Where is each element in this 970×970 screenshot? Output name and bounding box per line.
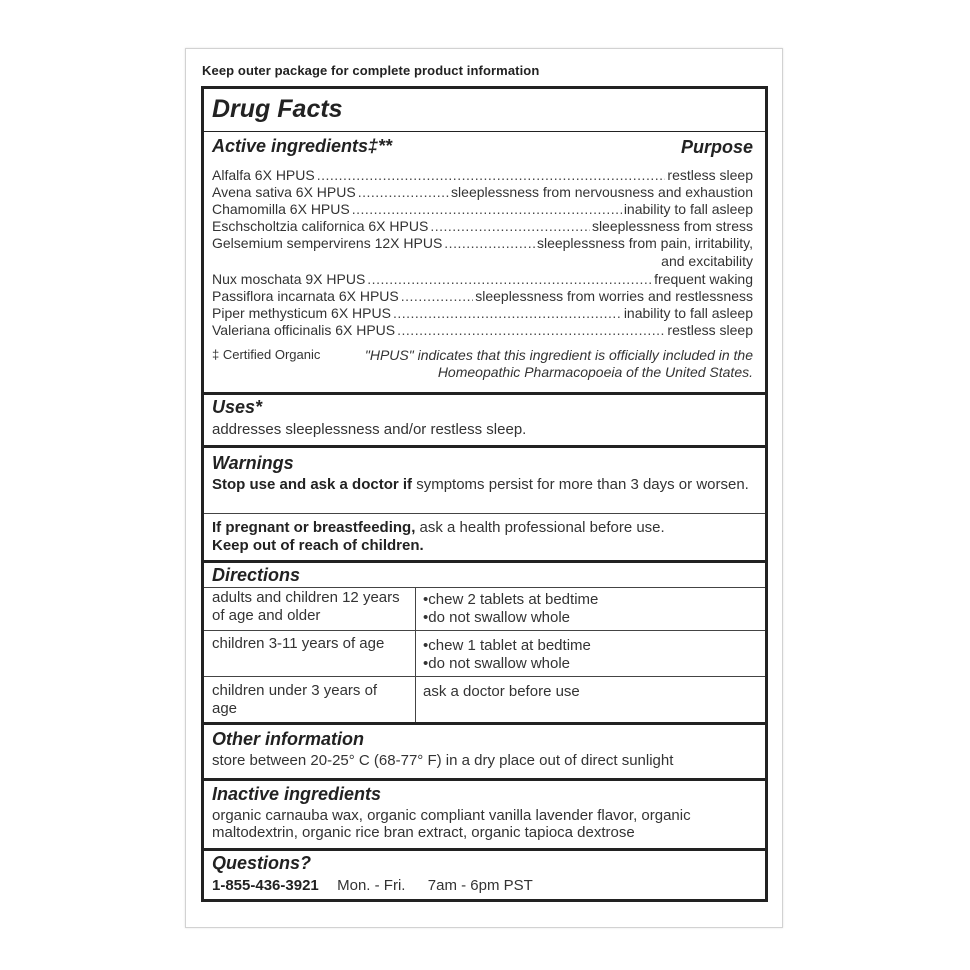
divider <box>204 513 765 514</box>
ingredient-purpose: sleeplessness from nervousness and exhaustion <box>451 184 753 200</box>
uses-heading: Uses* <box>212 397 263 417</box>
ingredient-row <box>212 305 753 322</box>
contact-hours: 7am - 6pm PST <box>427 877 533 894</box>
ingredient-name: Eschscholtzia californica 6X HPUS <box>212 218 429 234</box>
hpus-note: "HPUS" indicates that this ingredient is officially included in the Homeopathic Pharmacopoeia of the United States. <box>364 347 753 380</box>
stop-use-text: symptoms persist for more than 3 days or worsen. <box>412 476 749 493</box>
directions-who: children 3-11 years of age <box>212 635 385 652</box>
ingredient-name: Chamomilla 6X HPUS <box>212 201 350 217</box>
ingredient-row <box>212 271 753 288</box>
directions-dose <box>423 591 753 627</box>
leader-dots <box>367 271 652 287</box>
ingredient-purpose: frequent waking <box>654 271 753 287</box>
directions-column-divider <box>415 587 416 722</box>
ingredient-purpose: inability to fall asleep <box>623 201 753 217</box>
leader-dots <box>430 218 590 234</box>
keep-out-of-reach: Keep out of reach of children. <box>212 537 424 554</box>
ingredient-name: Gelsemium sempervirens 12X HPUS <box>212 235 443 251</box>
divider <box>204 630 765 631</box>
inactive-ingredients-text: organic carnauba wax, organic compliant vanilla lavender flavor, organic maltodextrin, organic rice bran extract, organic tapioca dextrose <box>212 807 691 841</box>
dose-line: • chew 2 tablets at bedtime <box>423 591 753 609</box>
directions-heading: Directions <box>212 565 301 585</box>
divider <box>204 676 765 677</box>
leader-dots <box>401 288 473 304</box>
leader-dots <box>317 167 666 183</box>
ingredient-purpose: sleeplessness from stress <box>591 218 753 234</box>
ingredient-purpose: restless sleep <box>667 322 753 338</box>
section-divider <box>204 445 765 448</box>
ingredient-purpose: inability to fall asleep <box>623 305 753 321</box>
ingredient-row <box>212 167 753 184</box>
ingredient-row <box>212 235 753 252</box>
directions-who: adults and children 12 years of age and older <box>212 589 400 624</box>
ingredient-name: Alfalfa 6X HPUS <box>212 167 315 183</box>
ingredient-name: Nux moschata 9X HPUS <box>212 271 366 287</box>
dose-line: • chew 1 tablet at bedtime <box>423 637 753 655</box>
directions-who: children under 3 years of age <box>212 682 378 717</box>
leader-dots <box>397 322 665 338</box>
ingredient-name: Avena sativa 6X HPUS <box>212 184 356 200</box>
leader-dots <box>393 305 622 321</box>
warnings-heading: Warnings <box>212 453 294 473</box>
contact-days: Mon. - Fri. <box>337 877 406 894</box>
inactive-ingredients-heading: Inactive ingredients <box>212 784 382 804</box>
leader-dots <box>358 184 449 200</box>
ingredient-purpose-continuation: and excitability <box>661 253 753 269</box>
pregnancy-warning <box>212 519 753 536</box>
dose-line: • do not swallow whole <box>423 609 753 627</box>
ingredient-name: Valeriana officinalis 6X HPUS <box>212 322 396 338</box>
directions-dose: ask a doctor before use <box>423 683 580 700</box>
section-divider <box>204 722 765 725</box>
dose-line: • do not swallow whole <box>423 655 753 673</box>
uses-text: addresses sleeplessness and/or restless sleep. <box>212 421 527 438</box>
leader-dots <box>352 201 622 217</box>
stop-use-warning <box>212 476 753 493</box>
drug-facts-box <box>201 86 768 902</box>
ingredient-purpose: sleeplessness from pain, irritability, <box>536 235 753 251</box>
divider <box>204 587 765 588</box>
section-divider <box>204 392 765 395</box>
divider <box>204 131 765 132</box>
ingredient-name: Passiflora incarnata 6X HPUS <box>212 288 399 304</box>
leader-dots <box>444 235 535 251</box>
directions-dose <box>423 637 753 673</box>
stop-use-label: Stop use and ask a doctor if <box>212 476 413 493</box>
ingredient-row <box>212 288 753 305</box>
questions-contact <box>212 877 753 894</box>
ingredient-row <box>212 218 753 235</box>
ingredient-row <box>212 201 753 218</box>
section-divider <box>204 848 765 851</box>
ingredient-row <box>212 184 753 201</box>
ingredient-purpose: restless sleep <box>667 167 753 183</box>
other-info-heading: Other information <box>212 729 364 749</box>
other-info-text: store between 20-25° C (68-77° F) in a dry place out of direct sunlight <box>212 752 674 769</box>
purpose-heading: Purpose <box>680 137 753 157</box>
ingredient-purpose: sleeplessness from worries and restlessness <box>475 288 753 304</box>
active-ingredients-heading: Active ingredients‡** <box>212 136 393 156</box>
pregnancy-label: If pregnant or breastfeeding, <box>212 519 416 536</box>
drug-facts-title: Drug Facts <box>212 95 343 123</box>
section-divider <box>204 560 765 563</box>
ingredient-name: Piper methysticum 6X HPUS <box>212 305 391 321</box>
pregnancy-text: ask a health professional before use. <box>415 519 665 536</box>
certified-organic-note: ‡ Certified Organic <box>212 347 321 362</box>
ingredient-row <box>212 322 753 339</box>
package-note: Keep outer package for complete product information <box>202 63 540 78</box>
questions-heading: Questions? <box>212 853 312 873</box>
phone-number: 1-855-436-3921 <box>212 877 319 894</box>
section-divider <box>204 778 765 781</box>
